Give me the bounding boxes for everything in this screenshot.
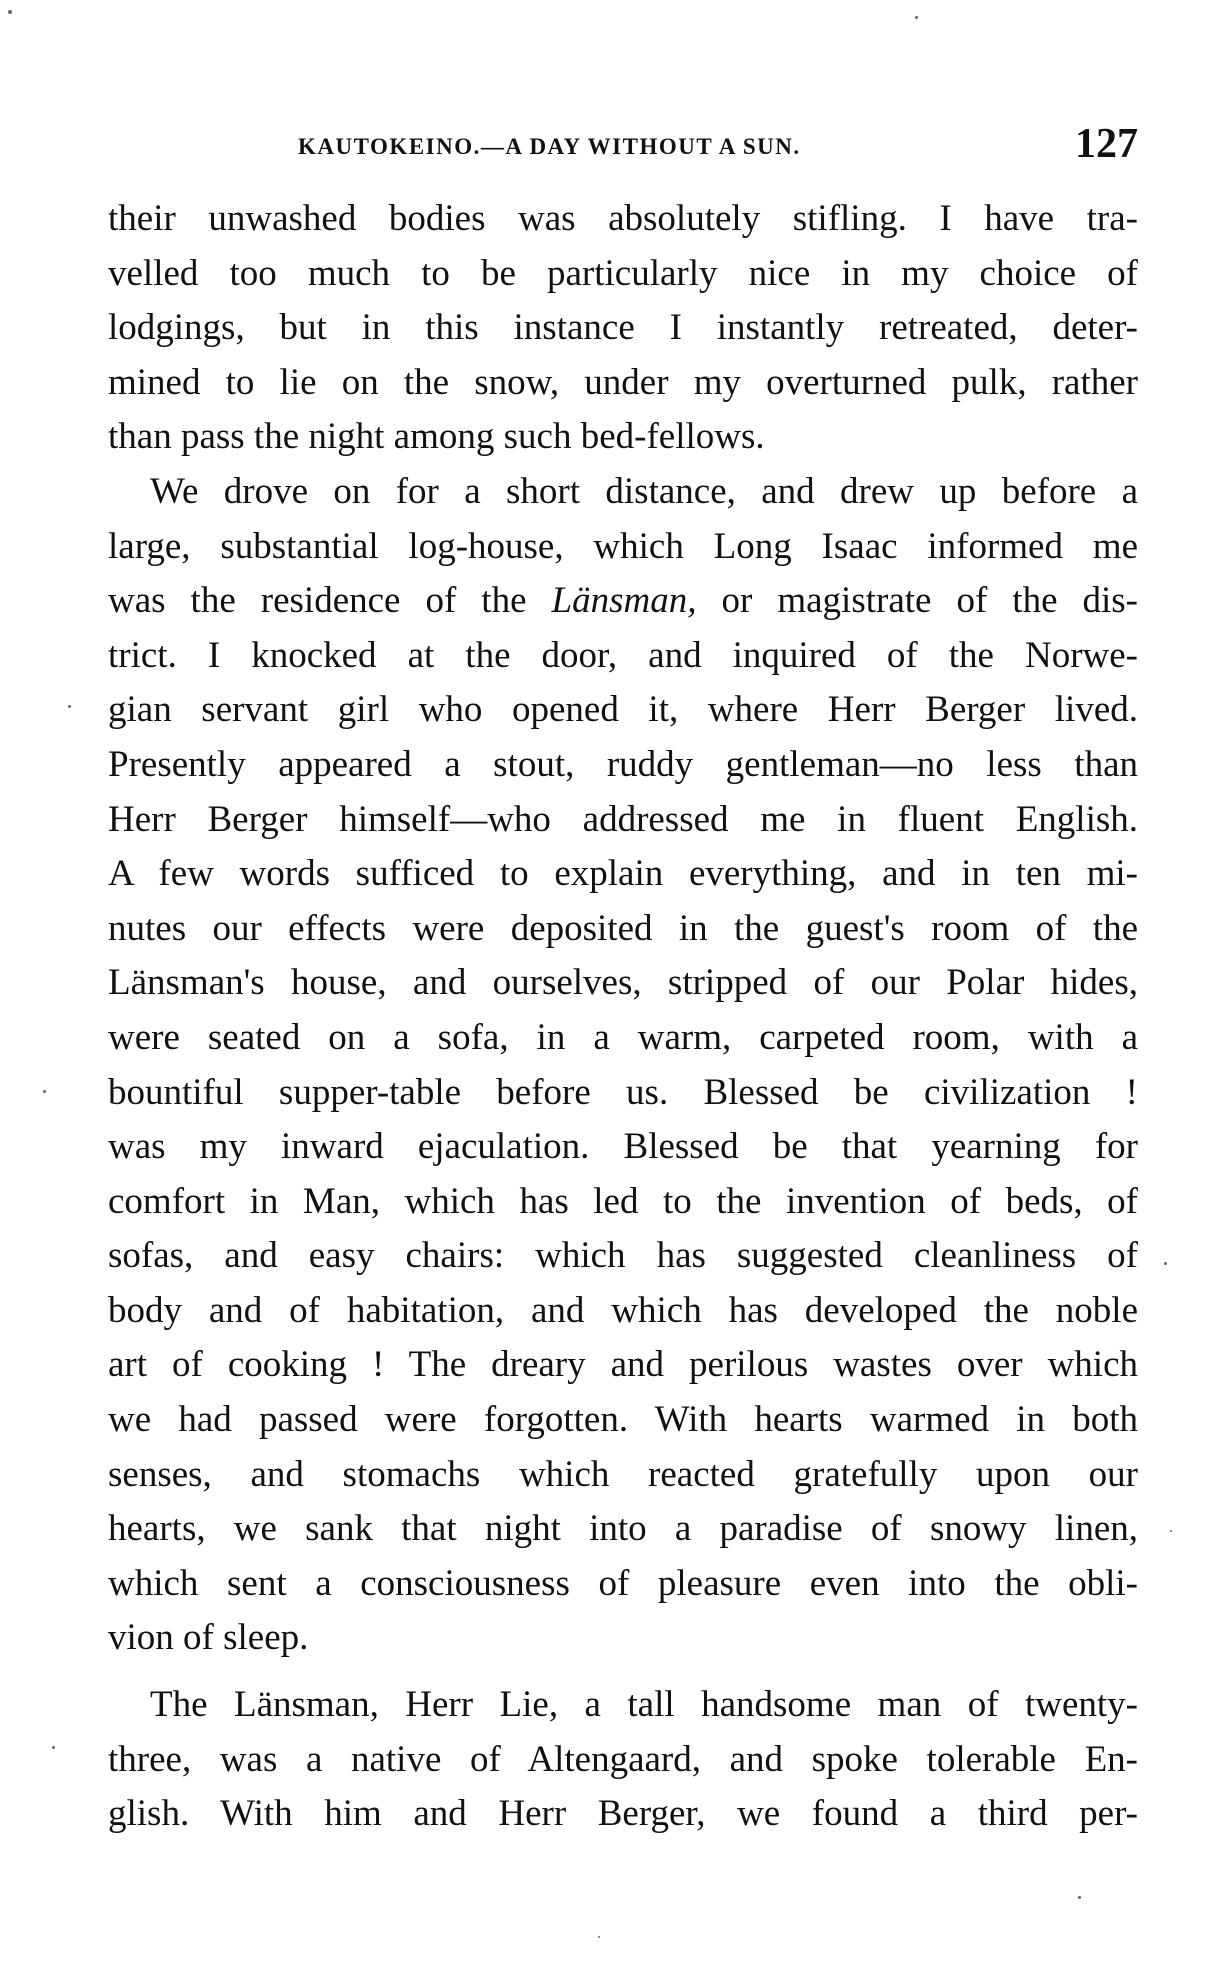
text-segment: or magistrate of the dis- <box>696 580 1138 622</box>
text-line: Herr Berger himself—who addressed me in fluent English. <box>108 798 1138 840</box>
text-line: was my inward ejaculation. Blessed be that yearning for <box>108 1126 1138 1168</box>
page-header <box>108 120 1138 180</box>
scan-speck <box>43 1090 46 1093</box>
scan-speck <box>598 1936 600 1938</box>
text-line: glish. With him and Herr Berger, we found a third per- <box>108 1793 1138 1835</box>
scan-speck <box>1170 1530 1172 1532</box>
paragraph-2 <box>108 465 1138 1666</box>
text-line: than pass the night among such bed-fellows. <box>108 416 765 458</box>
text-line-with-italic <box>108 574 1138 629</box>
text-line: we had passed were forgotten. With hearts warmed in both <box>108 1399 1138 1441</box>
scan-speck <box>1078 1896 1081 1899</box>
scan-speck <box>915 16 918 19</box>
text-line: sofas, and easy chairs: which has suggested cleanliness of <box>108 1235 1138 1277</box>
text-line: were seated on a sofa, in a warm, carpeted room, with a <box>108 1016 1138 1058</box>
text-line: Presently appeared a stout, ruddy gentleman—no less than <box>108 743 1138 785</box>
text-line: which sent a consciousness of pleasure even into the obli- <box>108 1562 1138 1604</box>
text-line: bountiful supper-table before us. Blessed be civilization ! <box>108 1071 1138 1113</box>
text-line: velled too much to be particularly nice in my choice of <box>108 252 1138 294</box>
text-line: art of cooking ! The dreary and perilous wastes over which <box>108 1344 1138 1386</box>
text-line: The Länsman, Herr Lie, a tall handsome man of twenty- <box>150 1684 1138 1726</box>
text-line: comfort in Man, which has led to the invention of beds, of <box>108 1180 1138 1222</box>
text-line: body and of habitation, and which has developed the noble <box>108 1289 1138 1331</box>
text-line: senses, and stomachs which reacted gratefully upon our <box>108 1453 1138 1495</box>
scan-speck <box>1164 1262 1167 1265</box>
body-text <box>108 192 1138 1842</box>
paragraph-1 <box>108 192 1138 465</box>
scan-speck <box>52 1746 55 1749</box>
text-line: hearts, we sank that night into a paradise of snowy linen, <box>108 1508 1138 1550</box>
scan-speck <box>8 10 12 14</box>
text-segment: was the residence of the <box>108 580 552 622</box>
scan-speck <box>68 705 71 708</box>
text-line: vion of sleep. <box>108 1617 309 1659</box>
page-number: 127 <box>1075 121 1138 167</box>
text-line: trict. I knocked at the door, and inquired of the Norwe- <box>108 634 1138 676</box>
text-line: mined to lie on the snow, under my overturned pulk, rather <box>108 361 1138 403</box>
text-line: Länsman's house, and ourselves, stripped of our Polar hides, <box>108 962 1138 1004</box>
text-line: three, was a native of Altengaard, and spoke tolerable En- <box>108 1738 1138 1780</box>
text-line: their unwashed bodies was absolutely stifling. I have tra- <box>108 198 1138 239</box>
paragraph-3 <box>108 1678 1138 1842</box>
running-head: KAUTOKEINO.—A DAY WITHOUT A SUN. <box>298 134 801 159</box>
paragraph-gap <box>108 1666 1138 1678</box>
text-line: gian servant girl who opened it, where Herr Berger lived. <box>108 689 1138 731</box>
text-line: nutes our effects were deposited in the guest's room of the <box>108 907 1138 949</box>
text-line: lodgings, but in this instance I instantly retreated, deter- <box>108 307 1138 349</box>
text-line: large, substantial log-house, which Long Isaac informed me <box>108 525 1138 567</box>
text-line: We drove on for a short distance, and drew up before a <box>150 470 1138 512</box>
italic-term: Länsman, <box>551 580 697 622</box>
text-line: A few words sufficed to explain everything, and in ten mi- <box>108 853 1138 895</box>
